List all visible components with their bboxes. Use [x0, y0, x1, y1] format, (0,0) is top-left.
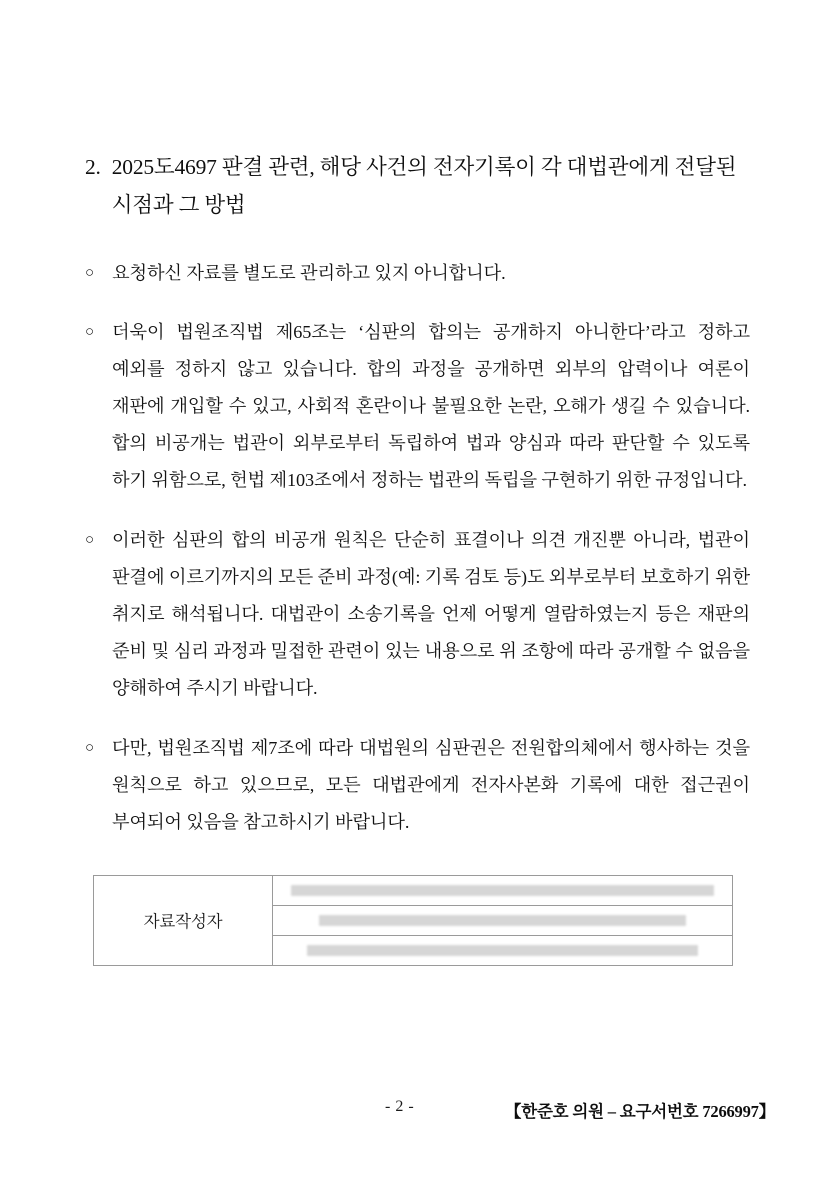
redaction-bar: [319, 915, 686, 926]
redacted-cell: [273, 935, 733, 965]
author-table: [93, 875, 733, 966]
page-number: - 2 -: [385, 1098, 415, 1115]
bullet-marker-icon: ○: [85, 324, 94, 341]
redacted-cell: [273, 875, 733, 905]
bullet-item: [85, 314, 750, 499]
bullet-item: [85, 255, 750, 292]
table-label-cell: 자료작성자: [94, 875, 273, 965]
bullet-text: 이러한 심판의 합의 비공개 원칙은 단순히 표결이나 의견 개진뿐 아니라, 법관이 판결에 이르기까지의 모든 준비 과정(예: 기록 검토 등)도 외부로부터 보호하기 위한 취지로 해석됩니다. 대법관이 소송기록을 언제 어떻게 열람하였는지 등은 재판의 준비 및 심리 과정과 밀접한 관련이 있는 내용으로 위 조항에 따라 공개할 수 없음을 양해하여 주시기 바랍니다.: [112, 530, 750, 698]
redacted-cell: [273, 905, 733, 935]
section-heading-text: 2025도4697 판결 관련, 해당 사건의 전자기록이 각 대법관에게 전달된 시점과 그 방법: [111, 155, 737, 218]
section-heading: [85, 148, 750, 225]
author-table-wrapper: [93, 875, 733, 966]
bullet-list: [85, 255, 750, 841]
redaction-bar: [291, 885, 713, 896]
table-row: [94, 875, 733, 905]
bullet-item: [85, 522, 750, 707]
bullet-text: 다만, 법원조직법 제7조에 따라 대법원의 심판권은 전원합의체에서 행사하는 것을 원칙으로 하고 있으므로, 모든 대법관에게 전자사본화 기록에 대한 접근권이 부여되어 있음을 참고하시기 바랍니다.: [112, 737, 750, 832]
section-number: 2.: [85, 155, 101, 179]
bullet-marker-icon: ○: [85, 532, 94, 549]
redaction-bar: [307, 945, 697, 956]
bullet-marker-icon: ○: [85, 739, 94, 756]
bullet-marker-icon: ○: [85, 264, 94, 281]
bullet-text: 더욱이 법원조직법 제65조는 ‘심판의 합의는 공개하지 아니한다’라고 정하고 예외를 정하지 않고 있습니다. 합의 과정을 공개하면 외부의 압력이나 여론이 재판에 개입할 수 있고, 사회적 혼란이나 불필요한 논란, 오해가 생길 수 있습니다. 합의 비공개는 법관이 외부로부터 독립하여 법과 양심과 따라 판단할 수 있도록 하기 위함으로, 헌법 제103조에서 정하는 법관의 독립을 구현하기 위한 규정입니다.: [112, 322, 750, 491]
bullet-text: 요청하신 자료를 별도로 관리하고 있지 아니합니다.: [112, 262, 506, 283]
footer-note: 【한준호 의원 – 요구서번호 7266997】: [504, 1102, 775, 1121]
page-footer: [85, 1098, 775, 1128]
bullet-item: [85, 730, 750, 841]
document-content: [85, 148, 750, 966]
